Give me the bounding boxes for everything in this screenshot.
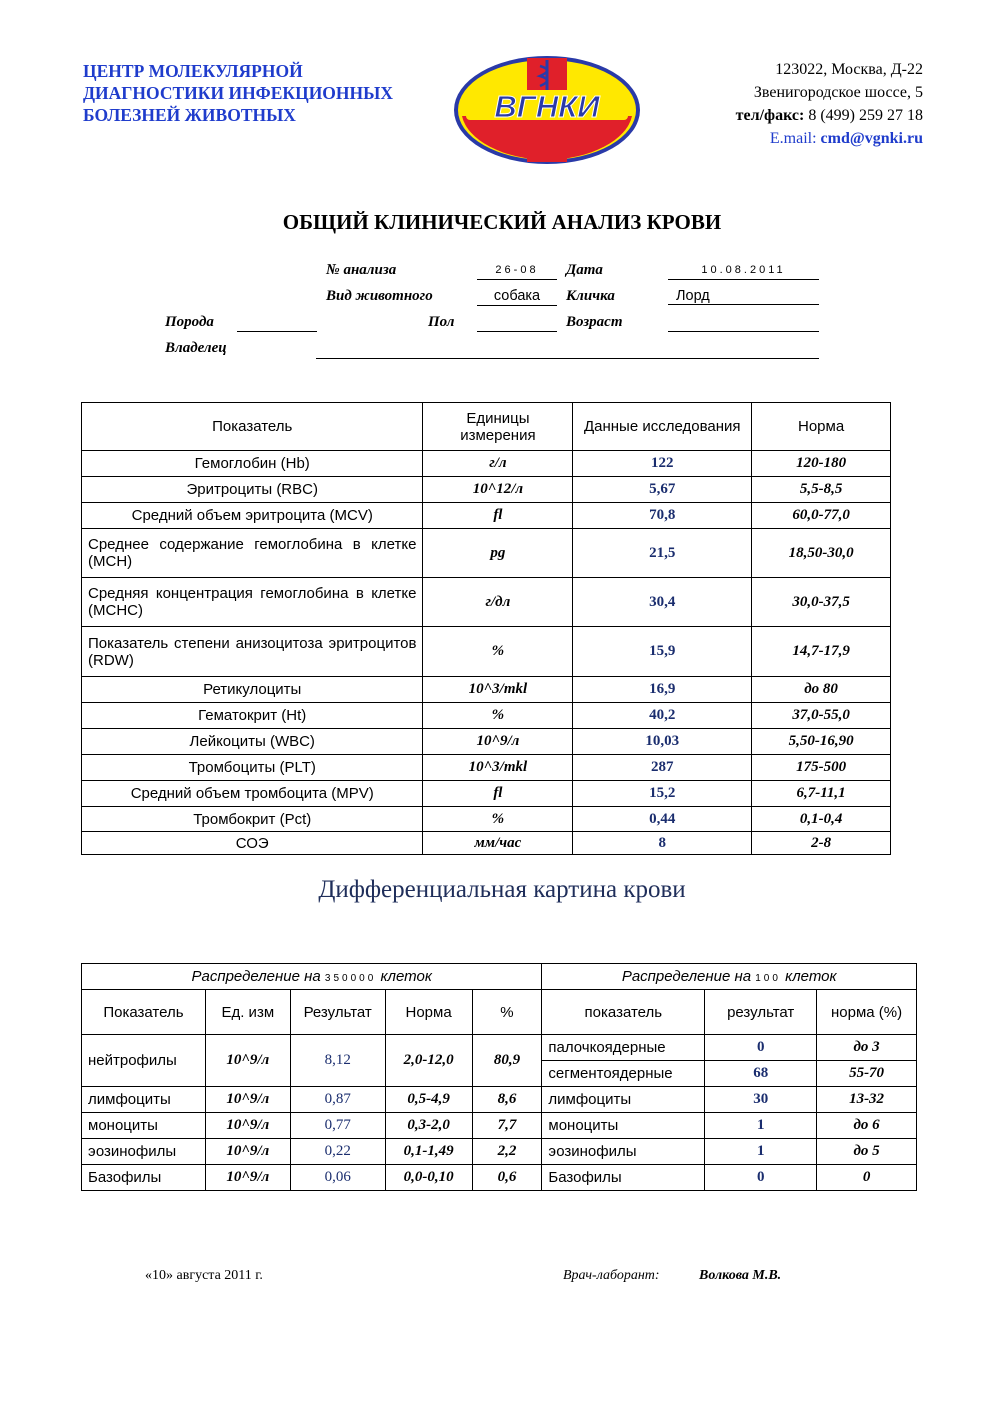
indicator-unit: 10^9/л bbox=[423, 729, 573, 755]
indicator-norm: 175-500 bbox=[752, 755, 891, 781]
indicator-name: Тромбоциты (PLT) bbox=[82, 755, 423, 781]
indicator-norm: 30,0-37,5 bbox=[752, 578, 891, 627]
table-row bbox=[82, 1139, 917, 1165]
indicator-norm: 5,5-8,5 bbox=[752, 477, 891, 503]
doctor-name: Волкова М.В. bbox=[699, 1268, 782, 1283]
right-cell-result: 68 bbox=[705, 1061, 817, 1087]
right-title-suffix: клеток bbox=[780, 968, 837, 985]
left-cell-count: 350000 bbox=[324, 973, 377, 984]
indicator-norm: 5,50-16,90 bbox=[752, 729, 891, 755]
analysis-no-label: № анализа bbox=[326, 262, 397, 278]
blood-analysis-table bbox=[81, 402, 891, 855]
right-cell-name: эозинофилы bbox=[542, 1139, 705, 1165]
right-cell-norm: 13-32 bbox=[817, 1087, 917, 1113]
cell-unit: 10^9/л bbox=[205, 1113, 290, 1139]
org-name-line-2: ДИАГНОСТИКИ ИНФЕКЦИОННЫХ bbox=[83, 83, 393, 103]
name-field: Лорд bbox=[668, 287, 819, 305]
sex-field bbox=[477, 313, 557, 332]
contact-block bbox=[736, 58, 923, 150]
right-cell-name: палочкоядерные bbox=[542, 1035, 705, 1061]
right-cell-result: 0 bbox=[705, 1165, 817, 1191]
left-title-suffix: клеток bbox=[376, 968, 432, 985]
indicator-unit: мм/час bbox=[423, 832, 573, 855]
indicator-norm: 2-8 bbox=[752, 832, 891, 855]
right-cell-count: 100 bbox=[755, 973, 781, 984]
right-cell-result: 1 bbox=[705, 1113, 817, 1139]
table-row bbox=[82, 1035, 917, 1061]
indicator-value: 30,4 bbox=[573, 578, 752, 627]
animal-label: Вид животного bbox=[326, 288, 433, 304]
sex-label: Пол bbox=[428, 314, 455, 330]
indicator-value: 70,8 bbox=[573, 503, 752, 529]
indicator-value: 287 bbox=[573, 755, 752, 781]
cell-result: 0,87 bbox=[290, 1087, 385, 1113]
table-row bbox=[82, 832, 891, 855]
address-line-1: 123022, Москва, Д-22 bbox=[775, 61, 923, 78]
name-label: Кличка bbox=[566, 288, 615, 304]
left-header-norm: Норма bbox=[385, 990, 472, 1035]
indicator-name: СОЭ bbox=[82, 832, 423, 855]
cell-name: эозинофилы bbox=[82, 1139, 206, 1165]
table-row bbox=[82, 1087, 917, 1113]
indicator-value: 0,44 bbox=[573, 807, 752, 832]
indicator-value: 16,9 bbox=[573, 677, 752, 703]
right-cell-name: моноциты bbox=[542, 1113, 705, 1139]
differential-title: Дифференциальная картина крови bbox=[318, 876, 686, 903]
owner-field bbox=[316, 340, 819, 359]
indicator-value: 5,67 bbox=[573, 477, 752, 503]
cell-unit: 10^9/л bbox=[205, 1087, 290, 1113]
indicator-name: Среднее содержание гемоглобина в клетке (MCH) bbox=[82, 529, 423, 578]
cell-name: Базофилы bbox=[82, 1165, 206, 1191]
cell-percent: 80,9 bbox=[472, 1035, 542, 1087]
cell-unit: 10^9/л bbox=[205, 1035, 290, 1087]
cell-unit: 10^9/л bbox=[205, 1165, 290, 1191]
indicator-norm: 37,0-55,0 bbox=[752, 703, 891, 729]
table-row bbox=[82, 807, 891, 832]
age-label: Возраст bbox=[566, 314, 623, 330]
date-field: 10.08.2011 bbox=[668, 261, 819, 280]
indicator-unit: 10^3/mkl bbox=[423, 755, 573, 781]
indicator-name: Ретикулоциты bbox=[82, 677, 423, 703]
indicator-name: Лейкоциты (WBC) bbox=[82, 729, 423, 755]
table-row bbox=[82, 677, 891, 703]
table-row bbox=[82, 781, 891, 807]
left-header-unit: Ед. изм bbox=[205, 990, 290, 1035]
table-row bbox=[82, 755, 891, 781]
right-header-norm: норма (%) bbox=[817, 990, 917, 1035]
org-name bbox=[83, 60, 463, 126]
table-row bbox=[82, 1165, 917, 1191]
indicator-norm: 60,0-77,0 bbox=[752, 503, 891, 529]
indicator-value: 21,5 bbox=[573, 529, 752, 578]
table-row bbox=[82, 703, 891, 729]
indicator-name: Гемоглобин (Hb) bbox=[82, 451, 423, 477]
differential-table bbox=[81, 963, 917, 1191]
indicator-unit: г/л bbox=[423, 451, 573, 477]
left-title-prefix: Распределение на bbox=[191, 968, 325, 985]
phone-line bbox=[736, 104, 923, 127]
cell-result: 0,22 bbox=[290, 1139, 385, 1165]
cell-norm: 2,0-12,0 bbox=[385, 1035, 472, 1087]
right-cell-name: лимфоциты bbox=[542, 1087, 705, 1113]
table-row bbox=[82, 529, 891, 578]
cell-result: 8,12 bbox=[290, 1035, 385, 1087]
indicator-norm: до 80 bbox=[752, 677, 891, 703]
indicator-norm: 6,7-11,1 bbox=[752, 781, 891, 807]
indicator-name: Средний объем эритроцита (MCV) bbox=[82, 503, 423, 529]
indicator-norm: 14,7-17,9 bbox=[752, 627, 891, 677]
doctor-label: Врач-лаборант: bbox=[563, 1268, 660, 1283]
indicator-unit: fl bbox=[423, 503, 573, 529]
right-cell-norm: 55-70 bbox=[817, 1061, 917, 1087]
table-row bbox=[82, 729, 891, 755]
indicator-name: Гематокрит (Ht) bbox=[82, 703, 423, 729]
indicator-value: 15,9 bbox=[573, 627, 752, 677]
cell-norm: 0,5-4,9 bbox=[385, 1087, 472, 1113]
breed-label: Порода bbox=[165, 314, 214, 330]
document-title: ОБЩИЙ КЛИНИЧЕСКИЙ АНАЛИЗ КРОВИ bbox=[282, 210, 722, 234]
right-title-prefix: Распределение на bbox=[621, 968, 756, 985]
cell-percent: 2,2 bbox=[472, 1139, 542, 1165]
header-norm: Норма bbox=[752, 403, 891, 451]
table-row bbox=[82, 1113, 917, 1139]
table-row bbox=[82, 451, 891, 477]
cell-result: 0,77 bbox=[290, 1113, 385, 1139]
cell-norm: 0,1-1,49 bbox=[385, 1139, 472, 1165]
header-units: Единицы измерения bbox=[423, 403, 573, 451]
right-cell-name: Базофилы bbox=[542, 1165, 705, 1191]
right-cell-name: сегментоядерные bbox=[542, 1061, 705, 1087]
breed-field bbox=[237, 313, 317, 332]
table-row bbox=[82, 627, 891, 677]
right-cell-norm: до 6 bbox=[817, 1113, 917, 1139]
left-header-percent: % bbox=[472, 990, 542, 1035]
right-cell-result: 1 bbox=[705, 1139, 817, 1165]
phone-label: тел/факс: bbox=[735, 107, 805, 124]
cell-percent: 8,6 bbox=[472, 1087, 542, 1113]
left-header-result: Результат bbox=[290, 990, 385, 1035]
indicator-name: Средний объем тромбоцита (MPV) bbox=[82, 781, 423, 807]
header-indicator: Показатель bbox=[82, 403, 423, 451]
indicator-norm: 120-180 bbox=[752, 451, 891, 477]
indicator-norm: 18,50-30,0 bbox=[752, 529, 891, 578]
right-header-indicator: показатель bbox=[542, 990, 705, 1035]
indicator-name: Эритроциты (RBC) bbox=[82, 477, 423, 503]
org-name-line-1: ЦЕНТР МОЛЕКУЛЯРНОЙ bbox=[83, 61, 303, 81]
org-name-line-3: БОЛЕЗНЕЙ ЖИВОТНЫХ bbox=[83, 105, 296, 125]
indicator-value: 10,03 bbox=[573, 729, 752, 755]
cell-percent: 0,6 bbox=[472, 1165, 542, 1191]
email-value[interactable]: cmd@vgnki.ru bbox=[820, 130, 923, 147]
indicator-unit: % bbox=[423, 807, 573, 832]
indicator-value: 15,2 bbox=[573, 781, 752, 807]
cell-name: лимфоциты bbox=[82, 1087, 206, 1113]
indicator-value: 8 bbox=[573, 832, 752, 855]
cell-name: нейтрофилы bbox=[82, 1035, 206, 1087]
header-results: Данные исследования bbox=[573, 403, 752, 451]
date-label: Дата bbox=[566, 262, 603, 278]
analysis-no-field: 26-08 bbox=[477, 261, 557, 280]
indicator-unit: pg bbox=[423, 529, 573, 578]
indicator-value: 40,2 bbox=[573, 703, 752, 729]
email-label: E.mail: bbox=[769, 130, 821, 147]
cell-norm: 0,3-2,0 bbox=[385, 1113, 472, 1139]
table-row bbox=[82, 578, 891, 627]
cell-result: 0,06 bbox=[290, 1165, 385, 1191]
animal-field: собака bbox=[477, 287, 557, 306]
footer-date: «10» августа 2011 г. bbox=[145, 1268, 263, 1283]
cell-percent: 7,7 bbox=[472, 1113, 542, 1139]
cell-unit: 10^9/л bbox=[205, 1139, 290, 1165]
right-cell-norm: 0 bbox=[817, 1165, 917, 1191]
cell-norm: 0,0-0,10 bbox=[385, 1165, 472, 1191]
right-distribution-title bbox=[542, 964, 917, 990]
vgnki-logo bbox=[452, 54, 642, 166]
indicator-unit: fl bbox=[423, 781, 573, 807]
owner-label: Владелец bbox=[165, 340, 227, 356]
indicator-unit: 10^12/л bbox=[423, 477, 573, 503]
indicator-unit: % bbox=[423, 703, 573, 729]
left-header-indicator: Показатель bbox=[82, 990, 206, 1035]
left-distribution-title bbox=[82, 964, 542, 990]
indicator-unit: 10^3/mkl bbox=[423, 677, 573, 703]
logo-text: ВГНКИ bbox=[494, 89, 600, 124]
right-cell-result: 30 bbox=[705, 1087, 817, 1113]
table-row bbox=[82, 503, 891, 529]
table-row bbox=[82, 477, 891, 503]
phone-value: 8 (499) 259 27 18 bbox=[804, 107, 923, 124]
indicator-unit: г/дл bbox=[423, 578, 573, 627]
address-line-2: Звенигородское шоссе, 5 bbox=[753, 84, 923, 101]
age-field bbox=[668, 313, 819, 332]
indicator-value: 122 bbox=[573, 451, 752, 477]
cell-name: моноциты bbox=[82, 1113, 206, 1139]
email-line bbox=[736, 127, 923, 150]
right-cell-norm: до 5 bbox=[817, 1139, 917, 1165]
right-cell-result: 0 bbox=[705, 1035, 817, 1061]
right-header-result: результат bbox=[705, 990, 817, 1035]
indicator-norm: 0,1-0,4 bbox=[752, 807, 891, 832]
right-cell-norm: до 3 bbox=[817, 1035, 917, 1061]
indicator-name: Тромбокрит (Pct) bbox=[82, 807, 423, 832]
indicator-unit: % bbox=[423, 627, 573, 677]
indicator-name: Средняя концентрация гемоглобина в клетке (MCHC) bbox=[82, 578, 423, 627]
indicator-name: Показатель степени анизоцитоза эритроцитов (RDW) bbox=[82, 627, 423, 677]
